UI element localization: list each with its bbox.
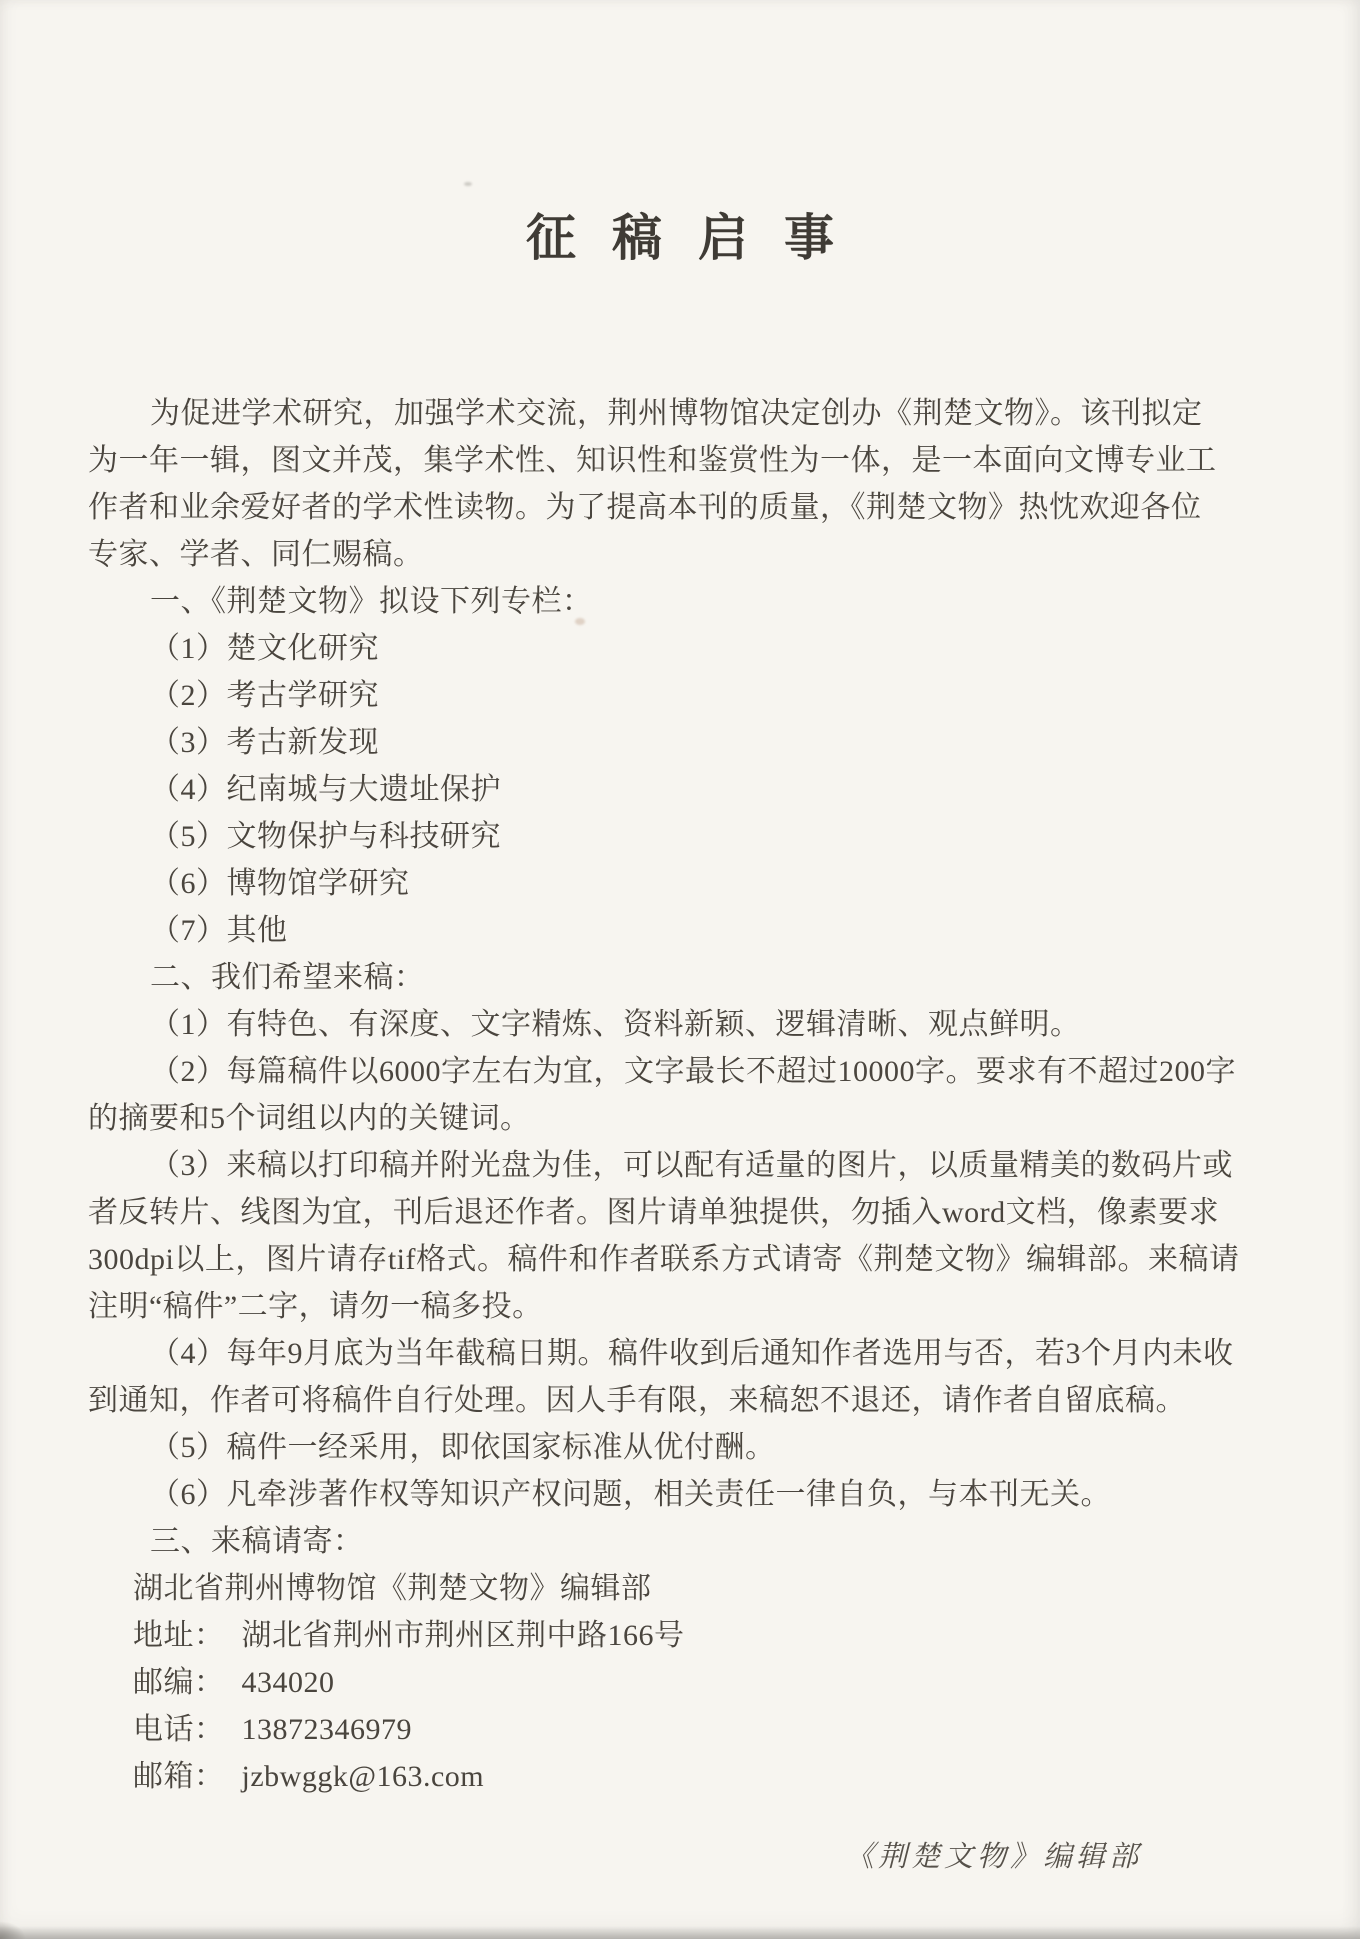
- contact-row-address: [88, 1612, 1210, 1659]
- page-title: 征稿启事: [526, 210, 870, 266]
- column-item: （5）文物保护与科技研究: [150, 820, 501, 853]
- column-item: （4）纪南城与大遗址保护: [150, 773, 501, 806]
- editorial-signature: 《荆楚文物》编辑部: [844, 1841, 1142, 1873]
- scan-artifact: [575, 618, 585, 625]
- guideline-line: 注明“稿件”二字，请勿一稿多投。: [88, 1290, 543, 1323]
- contact-label: 邮箱：: [133, 1760, 225, 1793]
- guideline-line: 者反转片、线图为宜，刊后退还作者。图片请单独提供，勿插入word文档，像素要求: [88, 1196, 1220, 1229]
- intro-line: 为一年一辑，图文并茂，集学术性、知识性和鉴赏性为一体，是一本面向文博专业工: [88, 444, 1217, 477]
- intro-line: 为促进学术研究，加强学术交流，荆州博物馆决定创办《荆楚文物》。该刊拟定: [150, 397, 1203, 430]
- column-item: （1）楚文化研究: [150, 632, 379, 665]
- guideline-line: （2）每篇稿件以6000字左右为宜，文字最长不超过10000字。要求有不超过200字: [150, 1055, 1236, 1088]
- guideline-line: （3）来稿以打印稿并附光盘为佳，可以配有适量的图片，以质量精美的数码片或: [150, 1149, 1233, 1182]
- contact-label: 邮编：: [133, 1666, 225, 1699]
- section-heading-guidelines: 二、我们希望来稿：: [150, 961, 425, 994]
- contact-value: 湖北省荆州市荆州区荆中路166号: [241, 1619, 685, 1652]
- intro-line: 专家、学者、同仁赐稿。: [88, 538, 424, 571]
- guideline-line: （6）凡牵涉著作权等知识产权问题，相关责任一律自负，与本刊无关。: [150, 1478, 1111, 1511]
- guideline-line: 300dpi以上，图片请存tif格式。稿件和作者联系方式请寄《荆楚文物》编辑部。来稿请: [88, 1243, 1240, 1276]
- column-item: （6）博物馆学研究: [150, 867, 410, 900]
- scan-artifact: [464, 182, 472, 186]
- contact-row-postcode: [88, 1659, 1210, 1706]
- column-item: （3）考古新发现: [150, 726, 379, 759]
- guideline-line: 到通知，作者可将稿件自行处理。因人手有限，来稿恕不退还，请作者自留底稿。: [88, 1384, 1186, 1417]
- section-heading-submission: 三、来稿请寄：: [150, 1525, 364, 1558]
- contact-label: 电话：: [133, 1713, 225, 1746]
- guideline-line: （5）稿件一经采用，即依国家标准从优付酬。: [150, 1431, 776, 1464]
- column-item: （7）其他: [150, 914, 288, 947]
- scan-corner-shadow: [0, 1921, 26, 1939]
- intro-line: 作者和业余爱好者的学术性读物。为了提高本刊的质量，《荆楚文物》热忱欢迎各位: [88, 491, 1202, 524]
- section-heading-columns: 一、《荆楚文物》拟设下列专栏：: [150, 585, 593, 618]
- column-item: （2）考古学研究: [150, 679, 379, 712]
- guideline-line: 的摘要和5个词组以内的关键词。: [88, 1102, 531, 1135]
- contact-row-email: [88, 1753, 1210, 1800]
- recipient-line: 湖北省荆州博物馆《荆楚文物》编辑部: [133, 1572, 652, 1605]
- document-body: [0, 390, 1360, 1800]
- guideline-line: （4）每年9月底为当年截稿日期。稿件收到后通知作者选用与否，若3个月内未收: [150, 1337, 1234, 1370]
- contact-value: jzbwggk@163.com: [241, 1760, 485, 1793]
- contact-row-phone: [88, 1706, 1210, 1753]
- contact-value: 434020: [241, 1666, 335, 1699]
- guideline-line: （1）有特色、有深度、文字精炼、资料新颖、逻辑清晰、观点鲜明。: [150, 1008, 1081, 1041]
- contact-label: 地址：: [133, 1619, 225, 1652]
- contact-value: 13872346979: [241, 1713, 412, 1746]
